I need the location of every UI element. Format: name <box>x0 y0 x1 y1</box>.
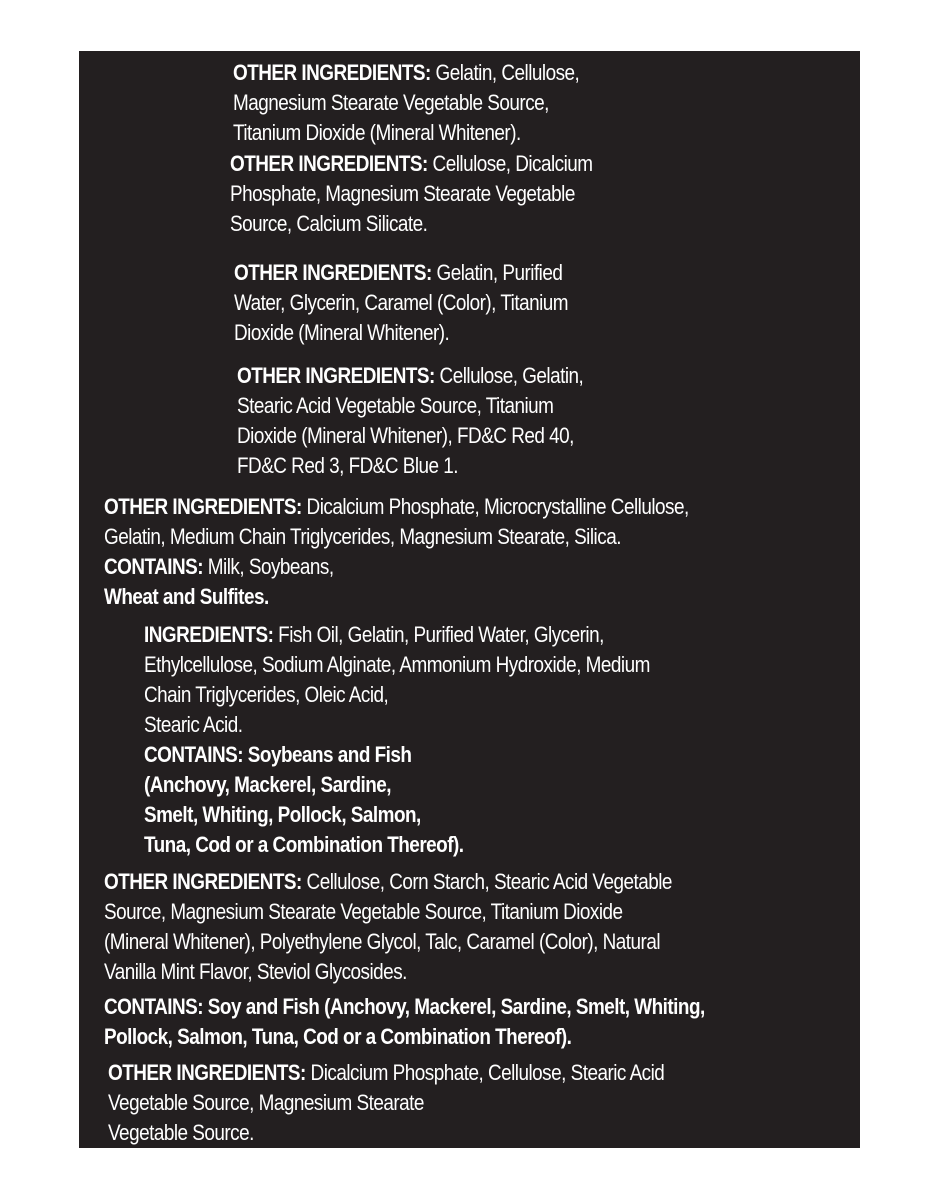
ingredients-label: Tuna, Cod or a Combination Thereof). <box>144 832 464 857</box>
ingredients-line <box>144 800 650 830</box>
ingredients-label: OTHER INGREDIENTS: <box>104 494 302 519</box>
ingredients-text: Chain Triglycerides, Oleic Acid, <box>144 682 389 707</box>
ingredients-line <box>230 179 593 209</box>
ingredients-text: Source, Calcium Silicate. <box>230 211 428 236</box>
ingredients-block <box>234 258 568 348</box>
ingredients-line <box>104 867 672 897</box>
ingredients-text: Fish Oil, Gelatin, Purified Water, Glycerin, <box>273 622 604 647</box>
ingredients-line <box>104 927 672 957</box>
ingredients-line <box>237 391 583 421</box>
ingredients-label: CONTAINS: <box>104 554 204 579</box>
ingredients-line <box>144 740 650 770</box>
ingredients-text: Cellulose, Gelatin, <box>434 363 584 388</box>
ingredients-text: FD&C Red 3, FD&C Blue 1. <box>237 453 459 478</box>
ingredients-block <box>104 492 689 612</box>
ingredients-block <box>237 361 583 481</box>
ingredients-text: Cellulose, Dicalcium <box>427 151 593 176</box>
ingredients-text: Magnesium Stearate Vegetable Source, <box>233 90 549 115</box>
ingredients-text: Gelatin, Purified <box>431 260 563 285</box>
ingredients-text: Phosphate, Magnesium Stearate Vegetable <box>230 181 575 206</box>
ingredients-text: Water, Glycerin, Caramel (Color), Titanium <box>234 290 569 315</box>
ingredients-line <box>237 421 583 451</box>
ingredients-label: Smelt, Whiting, Pollock, Salmon, <box>144 802 421 827</box>
ingredients-line <box>144 680 650 710</box>
ingredients-line <box>233 88 579 118</box>
ingredients-block <box>104 867 672 987</box>
ingredients-block <box>144 620 650 860</box>
ingredients-line <box>144 770 650 800</box>
ingredients-label: Pollock, Salmon, Tuna, Cod or a Combination Thereof). <box>104 1024 572 1049</box>
ingredients-text: Ethylcellulose, Sodium Alginate, Ammonium Hydroxide, Medium <box>144 652 650 677</box>
ingredients-label: CONTAINS: Soybeans and Fish <box>144 742 412 767</box>
ingredients-text: Stearic Acid Vegetable Source, Titanium <box>237 393 554 418</box>
ingredients-line <box>108 1058 664 1088</box>
ingredients-text: Dioxide (Mineral Whitener). <box>234 320 450 345</box>
ingredients-line <box>104 1022 705 1052</box>
ingredients-label: CONTAINS: Soy and Fish (Anchovy, Mackerel, Sardine, Smelt, Whiting, <box>104 994 705 1019</box>
ingredients-line <box>233 118 579 148</box>
ingredients-line <box>108 1088 664 1118</box>
ingredients-text: Vegetable Source. <box>108 1120 254 1145</box>
ingredients-label: (Anchovy, Mackerel, Sardine, <box>144 772 392 797</box>
ingredients-line <box>104 552 689 582</box>
ingredients-text: Titanium Dioxide (Mineral Whitener). <box>233 120 521 145</box>
ingredients-line <box>104 522 689 552</box>
ingredients-block <box>233 58 579 148</box>
ingredients-line <box>234 318 568 348</box>
ingredients-line <box>230 149 593 179</box>
ingredients-line <box>144 650 650 680</box>
ingredients-line <box>144 620 650 650</box>
ingredients-label: OTHER INGREDIENTS: <box>233 60 431 85</box>
ingredients-text: Vegetable Source, Magnesium Stearate <box>108 1090 424 1115</box>
ingredients-text: Cellulose, Corn Starch, Stearic Acid Vegetable <box>301 869 672 894</box>
ingredients-block <box>104 992 705 1052</box>
ingredients-line <box>104 897 672 927</box>
ingredients-label: OTHER INGREDIENTS: <box>237 363 435 388</box>
ingredients-label: Wheat and Sulfites. <box>104 584 269 609</box>
ingredients-line <box>104 582 689 612</box>
ingredients-text: Gelatin, Medium Chain Triglycerides, Magnesium Stearate, Silica. <box>104 524 621 549</box>
ingredients-block <box>108 1058 664 1148</box>
ingredients-label: INGREDIENTS: <box>144 622 274 647</box>
ingredients-text: (Mineral Whitener), Polyethylene Glycol, Talc, Caramel (Color), Natural <box>104 929 661 954</box>
ingredients-label: OTHER INGREDIENTS: <box>230 151 428 176</box>
ingredients-line <box>104 957 672 987</box>
ingredients-line <box>108 1118 664 1148</box>
ingredients-line <box>237 451 583 481</box>
ingredients-line <box>234 258 568 288</box>
ingredients-text: Source, Magnesium Stearate Vegetable Source, Titanium Dioxide <box>104 899 623 924</box>
ingredients-text: Gelatin, Cellulose, <box>430 60 580 85</box>
ingredients-line <box>230 209 593 239</box>
ingredients-text: Milk, Soybeans, <box>203 554 334 579</box>
ingredients-text: Dioxide (Mineral Whitener), FD&C Red 40, <box>237 423 574 448</box>
ingredients-text: Dicalcium Phosphate, Cellulose, Stearic Acid <box>305 1060 665 1085</box>
ingredients-text: Dicalcium Phosphate, Microcrystalline Cellulose, <box>301 494 689 519</box>
ingredients-text: Vanilla Mint Flavor, Steviol Glycosides. <box>104 959 407 984</box>
ingredients-label: OTHER INGREDIENTS: <box>234 260 432 285</box>
ingredients-line <box>104 992 705 1022</box>
ingredients-label: OTHER INGREDIENTS: <box>104 869 302 894</box>
ingredients-label: OTHER INGREDIENTS: <box>108 1060 306 1085</box>
ingredients-line <box>144 830 650 860</box>
ingredients-line <box>104 492 689 522</box>
ingredients-block <box>230 149 593 239</box>
ingredients-line <box>234 288 568 318</box>
ingredients-text: Stearic Acid. <box>144 712 243 737</box>
ingredients-line <box>144 710 650 740</box>
ingredients-line <box>233 58 579 88</box>
ingredients-line <box>237 361 583 391</box>
